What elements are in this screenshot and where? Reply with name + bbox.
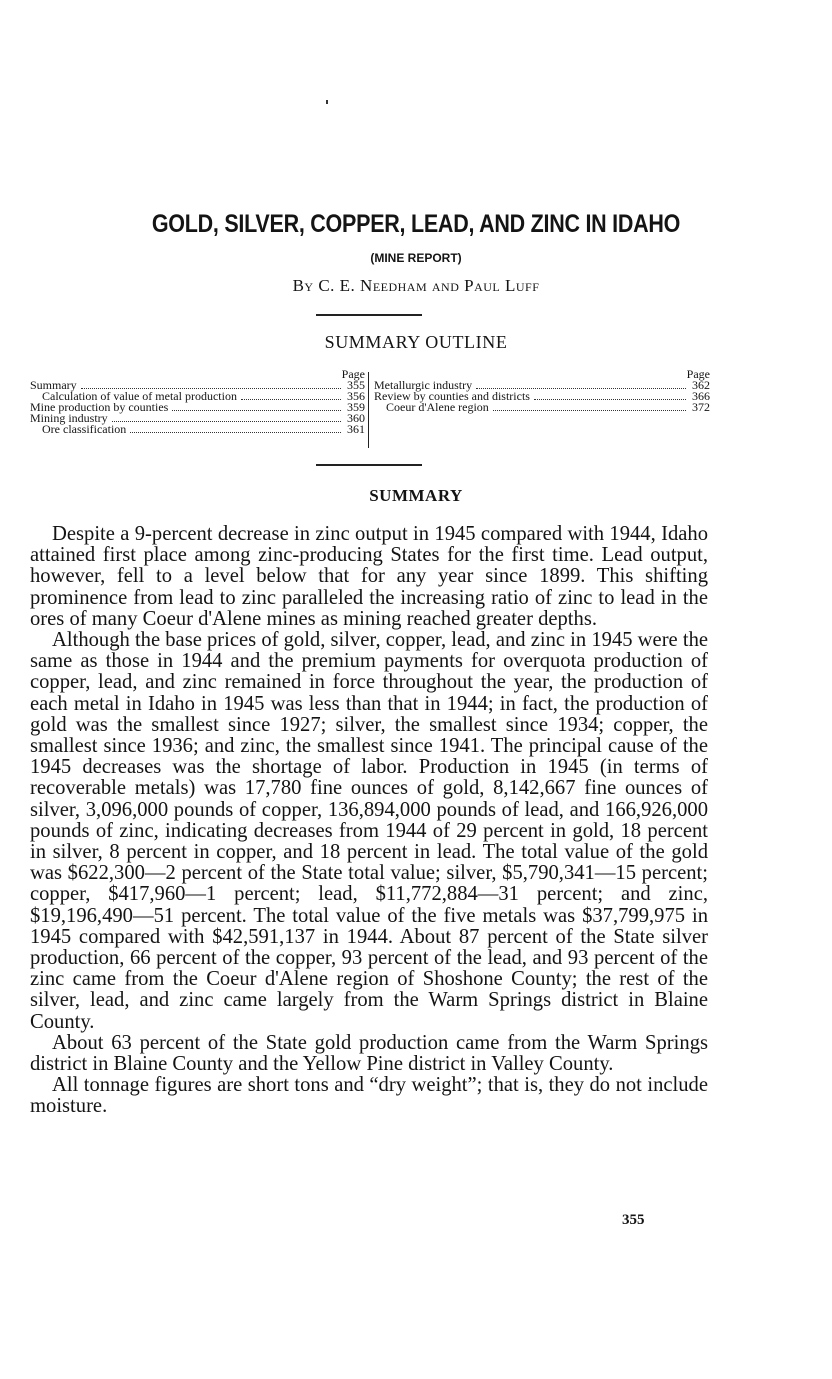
report-subtitle: (MINE REPORT) (370, 251, 462, 265)
divider-rule (316, 314, 422, 316)
outline-column-divider (368, 372, 369, 448)
outline-right-column (374, 368, 710, 413)
scan-speck (326, 100, 328, 104)
dot-leader (81, 381, 341, 389)
page-title: GOLD, SILVER, COPPER, LEAD, AND ZINC IN IDAHO (151, 210, 681, 238)
page-column-label: Page (341, 367, 365, 381)
summary-paragraph: About 63 percent of the State gold production came from the Warm Springs district in Blaine County and the Yellow Pine district in Valley County. (30, 1031, 708, 1076)
author-byline: By C. E. Needham and Paul Luff (292, 276, 540, 295)
outline-entry-page: 356 (347, 389, 365, 403)
outline-entry-page: 355 (347, 378, 365, 392)
dot-leader (534, 392, 686, 400)
dot-leader (493, 403, 686, 411)
summary-outline-table (30, 368, 710, 448)
outline-heading: SUMMARY OUTLINE (324, 332, 508, 352)
outline-entry-label: Ore classification (42, 422, 127, 436)
summary-body (30, 524, 708, 1118)
outline-entry-label: Coeur d'Alene region (386, 400, 489, 414)
outline-entry-label: Review by counties and districts (374, 389, 530, 403)
outline-entry-page: 366 (692, 389, 710, 403)
outline-entry-label: Summary (30, 378, 77, 392)
outline-entry-label: Mine production by counties (30, 400, 169, 414)
outline-entry-page: 359 (347, 400, 365, 414)
outline-entry-page: 372 (692, 400, 710, 414)
outline-entry (374, 402, 710, 413)
summary-paragraph: Although the base prices of gold, silver, copper, lead, and zinc in 1945 were the same as those in 1944 and the premium payments for overquota production of copper, lead, and zinc remained in force throughout the year, the production of each metal in Idaho in 1945 was less than that in 1944; in fact, the production of gold was the smallest since 1927; silver, the smallest since 1934; copper, the smallest since 1936; and zinc, the smallest since 1941. The principal cause of the 1945 decreases was the shortage of labor. Production in 1945 (in terms of recoverable metals) was 17,780 fine ounces of gold, 8,142,667 fine ounces of silver, 3,096,000 pounds of copper, 136,894,000 pounds of lead, and 166,926,000 pounds of zinc, indicating decreases from 1944 of 29 percent in gold, 18 percent in silver, 8 percent in copper, and 18 percent in lead. The total value of the gold was $622,300—2 percent of the State total value; silver, $5,790,341—15 percent; copper, $417,960—1 percent; lead, $11,772,884—31 percent; and zinc, $19,196,490—51 percent. The total value of the five metals was $37,799,975 in 1945 compared with $42,591,137 in 1944. About 87 percent of the State silver production, 66 percent of the copper, 93 percent of the lead, and 93 percent of the zinc came from the Coeur d'Alene region of Shoshone County; the rest of the silver, lead, and zinc came largely from the Warm Springs district in Blaine County. (30, 629, 709, 1033)
dot-leader (172, 403, 341, 411)
page-column-label: Page (686, 367, 710, 381)
page-number: 355 (622, 1212, 645, 1228)
dot-leader (130, 425, 341, 433)
outline-entry-label: Mining industry (30, 411, 108, 425)
outline-entry-page: 361 (347, 422, 365, 436)
dot-leader (112, 414, 341, 422)
outline-entry-page: 360 (347, 411, 365, 425)
outline-entry (30, 424, 365, 435)
outline-entry-page: 362 (692, 378, 710, 392)
outline-entry-label: Metallurgic industry (374, 378, 473, 392)
dot-leader (241, 392, 341, 400)
summary-heading: SUMMARY (369, 486, 463, 505)
outline-left-column (30, 368, 365, 435)
outline-entry-label: Calculation of value of metal production (42, 389, 237, 403)
divider-rule (316, 464, 422, 466)
summary-paragraph: All tonnage figures are short tons and “dry weight”; that is, they do not include moisture. (30, 1074, 708, 1118)
dot-leader (476, 381, 686, 389)
summary-paragraph: Despite a 9-percent decrease in zinc output in 1945 compared with 1944, Idaho attained first place among zinc-producing States for the first time. Lead output, however, fell to a level below that for any year since 1899. This shifting prominence from lead to zinc paralleled the increasing ratio of zinc to lead in the ores of many Coeur d'Alene mines as mining reached greater depths. (30, 523, 708, 630)
